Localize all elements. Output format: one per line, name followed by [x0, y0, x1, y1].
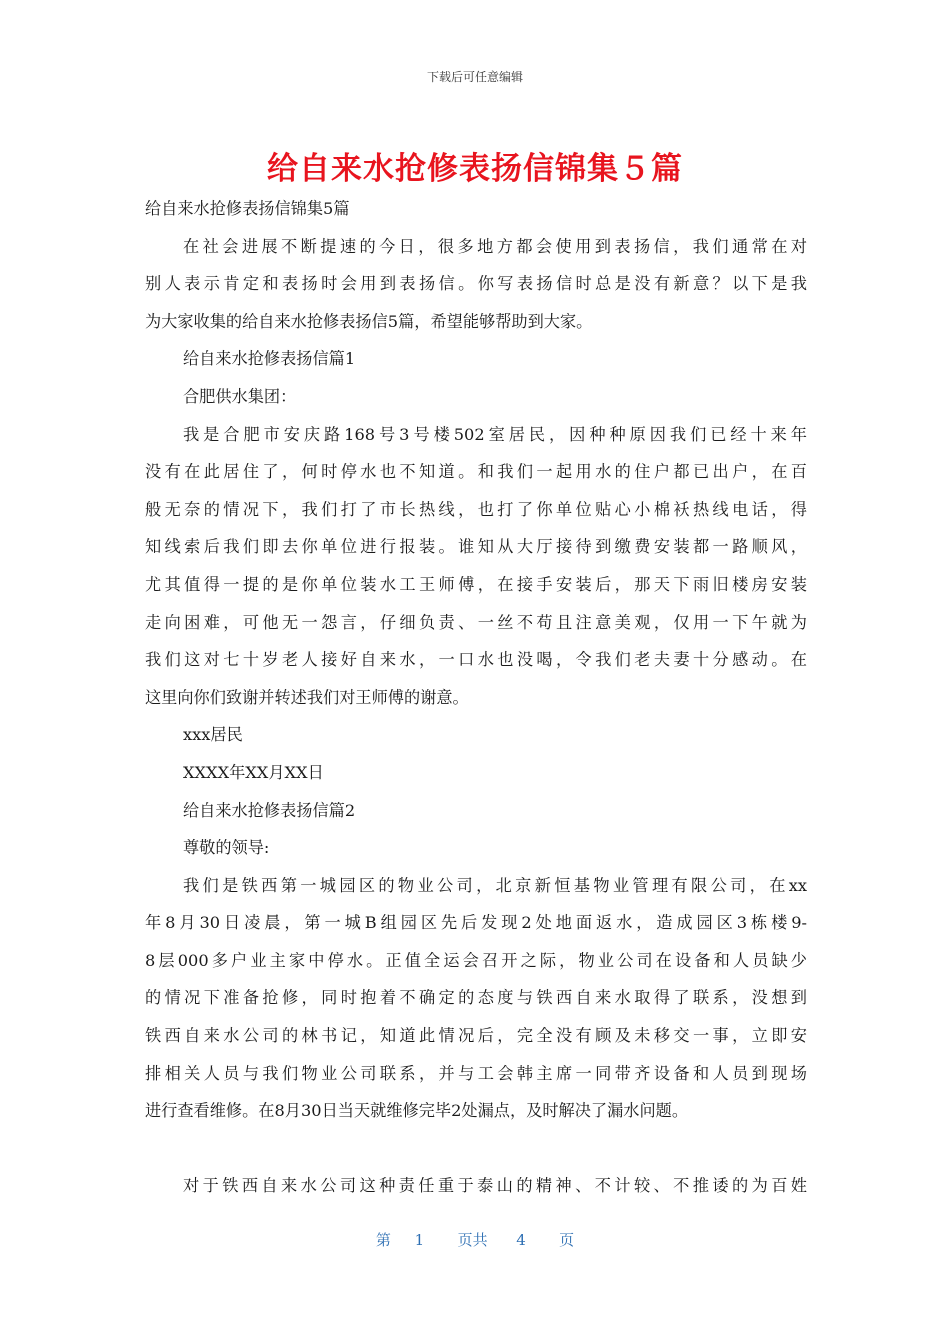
text-line: 为大家收集的给自来水抢修表扬信5篇，希望能够帮助到大家。	[145, 311, 593, 331]
footer-suffix: 页	[559, 1231, 575, 1249]
text-line: 这里向你们致谢并转述我们对王师傅的谢意。	[145, 687, 469, 707]
text-line: 在社会进展不断提速的今日，很多地方都会使用到表扬信，我们通常在对	[183, 236, 807, 256]
text-line: 般无奈的情况下，我们打了市长热线，也打了你单位贴心小棉袄热线电话，得	[145, 499, 807, 519]
text-line: 的情况下准备抢修，同时抱着不确定的态度与铁西自来水取得了联系，没想到	[145, 988, 807, 1008]
text-line: 我们这对七十岁老人接好自来水，一口水也没喝，令我们老夫妻十分感动。在	[145, 650, 807, 670]
text-line: 排相关人员与我们物业公司联系，并与工会韩主席一同带齐设备和人员到现场	[145, 1063, 807, 1083]
text-line: 我是合肥市安庆路168号3号楼502室居民，因种种原因我们已经十来年	[183, 424, 807, 444]
footer-middle: 页共	[457, 1231, 488, 1249]
text-line: 8层000多户业主家中停水。正值全运会召开之际，物业公司在设备和人员缺少	[145, 950, 807, 970]
document-title: 给自来水抢修表扬信锦集５篇	[267, 151, 683, 187]
text-line: 年8月30日凌晨，第一城B组园区先后发现2处地面返水，造成园区3栋楼9-	[145, 913, 807, 933]
text-line: 知线索后我们即去你单位进行报装。谁知从大厅接待到缴费安装都一路顺风，	[145, 537, 807, 557]
header-note: 下载后可任意编辑	[426, 70, 523, 84]
text-line: 进行查看维修。在8月30日当天就维修完毕2处漏点，及时解决了漏水问题。	[145, 1101, 689, 1121]
text-line: 走向困难，可他无一怨言，仔细负责、一丝不苟且注意美观，仅用一下午就为	[145, 612, 807, 632]
text-line: 尊敬的领导:	[183, 838, 270, 858]
text-line: 铁西自来水公司的林书记，知道此情况后，完全没有顾及未移交一事，立即安	[145, 1026, 807, 1046]
text-line: 给自来水抢修表扬信篇2	[183, 800, 356, 820]
text-line: 别人表示肯定和表扬时会用到表扬信。你写表扬信时总是没有新意？以下是我	[145, 274, 807, 294]
blank-line	[145, 1130, 807, 1168]
text-line: 尤其值得一提的是你单位装水工王师傅，在接手安装后，那天下雨旧楼房安装	[145, 574, 807, 594]
text-line: XXXX年XX月XX日	[183, 762, 324, 782]
text-line: 我们是铁西第一城园区的物业公司，北京新恒基物业管理有限公司，在xx	[183, 875, 807, 895]
page-footer	[0, 1229, 950, 1250]
footer-page-prefix: 第	[375, 1231, 391, 1249]
document-body	[145, 190, 807, 1205]
text-line: 对于铁西自来水公司这种责任重于泰山的精神、不计较、不推诿的为百姓	[183, 1176, 807, 1196]
footer-page-number: 1	[414, 1231, 425, 1249]
text-line: xxx居民	[183, 725, 243, 745]
footer-total-pages: 4	[516, 1231, 526, 1249]
text-line: 给自来水抢修表扬信篇1	[183, 349, 356, 369]
text-line: 给自来水抢修表扬信锦集5篇	[145, 199, 350, 218]
text-line: 没有在此居住了，何时停水也不知道。和我们一起用水的住户都已出户，在百	[145, 462, 807, 482]
text-line: 合肥供水集团：	[183, 386, 297, 406]
